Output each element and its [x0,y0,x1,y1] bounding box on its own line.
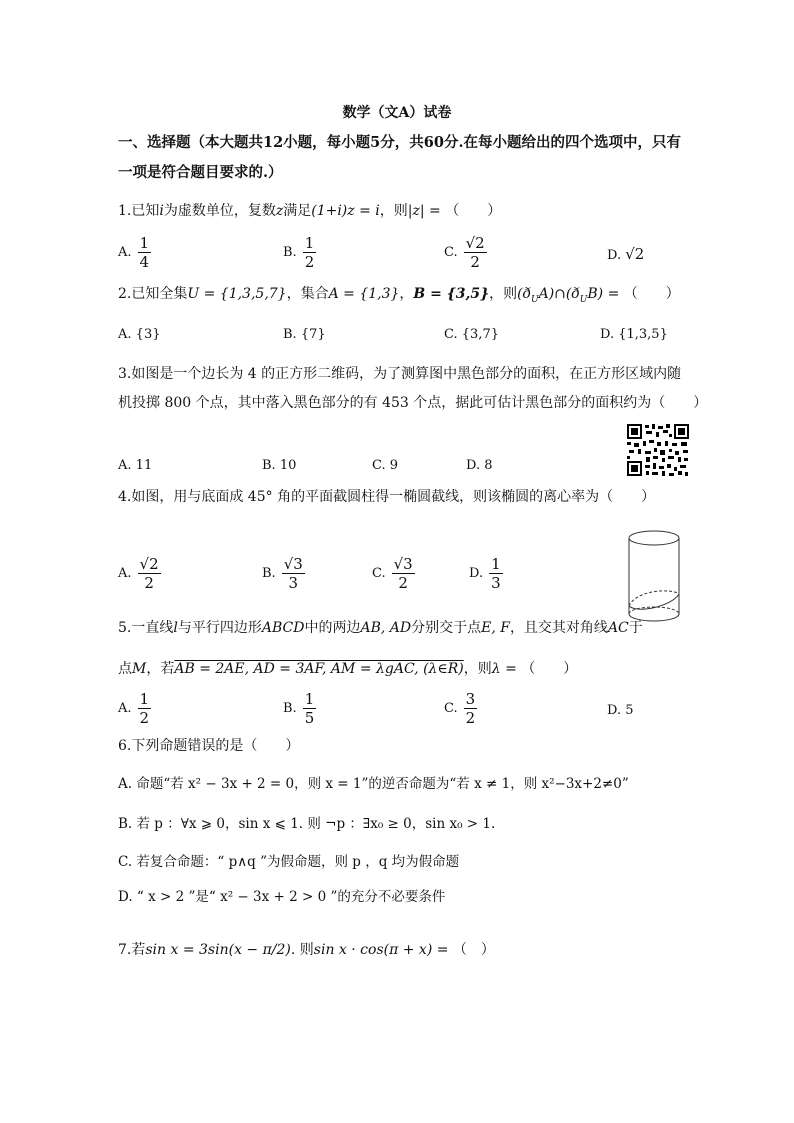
question-3-line2: 机投掷 800 个点，其中落入黑色部分的有 453 个点，据此可估计黑色部分的面积约为（ ） [118,395,708,411]
q3-option-a: A. 11 [118,458,153,473]
qr-code-figure [626,423,690,477]
q3-option-c: C. 9 [372,458,399,473]
q3-option-b: B. 10 [262,458,297,473]
q4-option-b: B. $\frac{√3}{3}$ [262,555,303,592]
q6-option-c: C. 若复合命题：“ p∧q ”为假命题，则 p ，q 均为假命题 [118,854,460,870]
q6-option-a: A. 命题“若 x² − 3x + 2 = 0，则 x = 1”的逆否命题为“若 x ≠ 1，则 x²−3x+2≠0” [118,776,629,792]
question-5-line1: 5.一直线l与平行四边形ABCD中的两边AB, AD分别交于点E, F，且交其对角线AC于 [118,620,643,636]
q1-option-a: A. $\frac{1}{4}$ [118,234,150,271]
question-1: 1.已知i为虚数单位，复数z满足(1+i)z = i，则|z| = （ ） [118,203,502,219]
section-heading-line2: 一项是符合题目要求的.） [118,164,283,181]
q5-option-d: D. 5 [607,703,634,718]
q1-option-d: D. √2 [607,245,645,263]
q6-option-b: B. 若 p ：∀x ⩾ 0，sin x ⩽ 1. 则 ¬p ：∃x₀ ≥ 0，sin x₀ > 1. [118,816,496,832]
q1-option-c: C. $\frac{√2}{2}$ [444,234,485,271]
q5-option-c: C. $\frac{3}{2}$ [444,690,476,727]
q4-option-c: C. $\frac{√3}{2}$ [372,555,413,592]
q5-option-b: B. $\frac{1}{5}$ [283,690,315,727]
q5-option-a: A. $\frac{1}{2}$ [118,690,150,727]
page-title: 数学（文A）试卷 [342,105,452,121]
q2-option-c: C. {3,7} [444,327,499,342]
q2-option-d: D. {1,3,5} [600,327,668,342]
question-5-line2: 点M，若AB = 2AE, AD = 3AF, AM = λgAC, (λ∈R)，则λ = （ ） [118,661,578,677]
question-3-line1: 3.如图是一个边长为 4 的正方形二维码，为了测算图中黑色部分的面积，在正方形区域内随 [118,366,682,382]
q6-option-d: D. “ x > 2 ”是“ x² − 3x + 2 > 0 ”的充分不必要条件 [118,889,446,905]
q3-option-d: D. 8 [466,458,493,473]
q4-option-d: D. $\frac{1}{3}$ [469,555,501,592]
q4-option-a: A. $\frac{√2}{2}$ [118,555,159,592]
question-4: 4.如图，用与底面成 45° 角的平面截圆柱得一椭圆截线，则该椭圆的离心率为（ ） [118,489,656,505]
q2-option-a: A. {3} [118,327,161,342]
question-7: 7.若sin x = 3sin(x − π/2). 则sin x · cos(π + x) = （ ） [118,942,495,958]
q2-option-b: B. {7} [283,327,326,342]
question-2: 2.已知全集U = {1,3,5,7}，集合A = {1,3}，B = {3,5}，则$(ð_UA)\cap(ð_UB)$ = （ ） [118,286,680,305]
cylinder-figure [626,528,682,624]
section-heading-line1: 一、选择题（本大题共12小题，每小题5分，共60分.在每小题给出的四个选项中，只有 [118,134,681,151]
q1-option-b: B. $\frac{1}{2}$ [283,234,315,271]
question-6: 6.下列命题错误的是（ ） [118,738,300,754]
